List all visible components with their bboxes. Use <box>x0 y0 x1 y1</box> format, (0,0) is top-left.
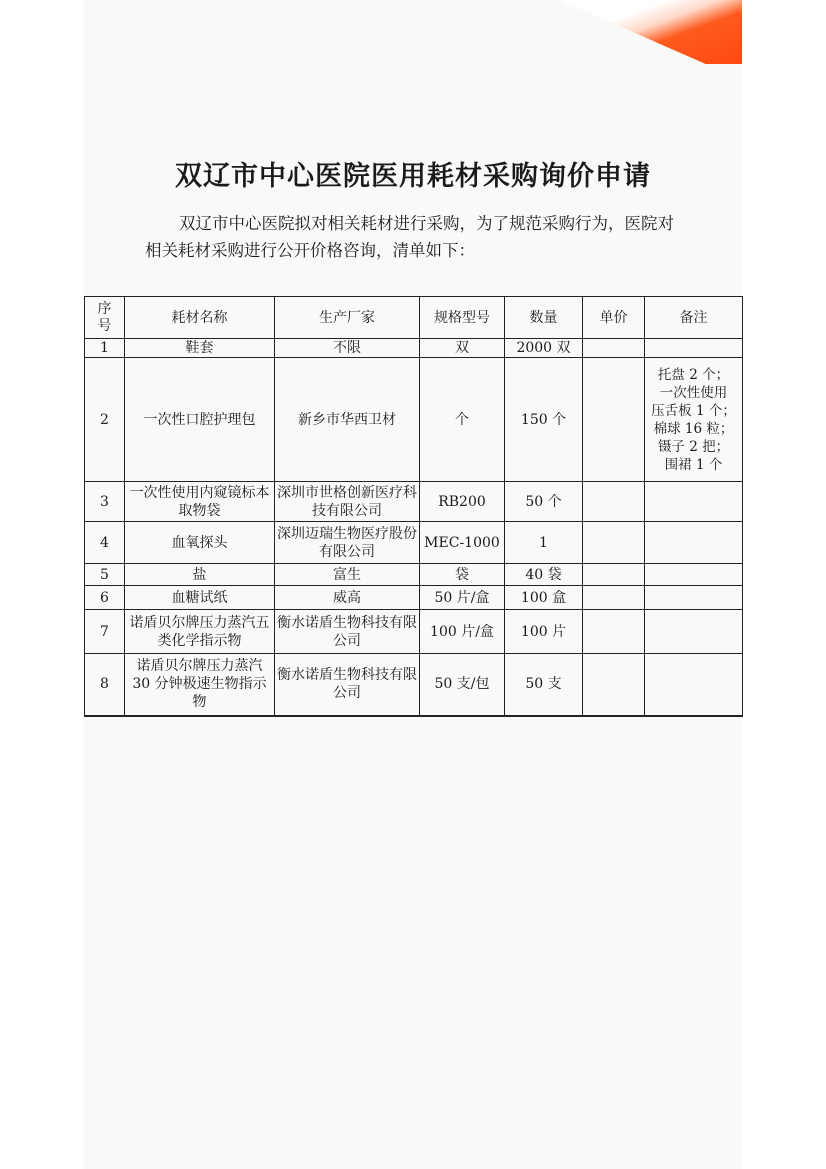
cell-no: 6 <box>85 586 125 610</box>
cell-spec: 50 片/盒 <box>420 586 505 610</box>
header-maker: 生产厂家 <box>275 297 420 339</box>
cell-name: 诺盾贝尔牌压力蒸汽 30 分钟极速生物指示物 <box>125 654 275 716</box>
cell-no: 2 <box>85 358 125 482</box>
cell-maker: 衡水诺盾生物科技有限公司 <box>275 654 420 716</box>
cell-maker: 新乡市华西卫材 <box>275 358 420 482</box>
note-line: 压舌板 1 个； <box>651 402 736 419</box>
cell-notes <box>645 610 743 654</box>
cell-name: 血氧探头 <box>125 522 275 564</box>
header-name: 耗材名称 <box>125 297 275 339</box>
cell-maker: 富生 <box>275 564 420 586</box>
cell-qty: 40 袋 <box>505 564 583 586</box>
cell-no: 8 <box>85 654 125 716</box>
cell-no: 1 <box>85 339 125 358</box>
cell-name: 盐 <box>125 564 275 586</box>
cell-price <box>583 610 645 654</box>
cell-price <box>583 482 645 522</box>
cell-notes <box>645 522 743 564</box>
cell-price <box>583 358 645 482</box>
cell-spec: 个 <box>420 358 505 482</box>
table-row <box>85 610 743 654</box>
cell-qty: 50 支 <box>505 654 583 716</box>
header-notes: 备注 <box>645 297 743 339</box>
table-row <box>85 586 743 610</box>
cell-no: 5 <box>85 564 125 586</box>
header-spec: 规格型号 <box>420 297 505 339</box>
header-qty: 数量 <box>505 297 583 339</box>
note-line: 托盘 2 个； <box>657 366 730 383</box>
header-no: 序号 <box>85 297 125 339</box>
cell-spec: 50 支/包 <box>420 654 505 716</box>
cell-spec: 双 <box>420 339 505 358</box>
cell-qty: 2000 双 <box>505 339 583 358</box>
cell-spec: 袋 <box>420 564 505 586</box>
cell-name: 鞋套 <box>125 339 275 358</box>
header-price: 单价 <box>583 297 645 339</box>
cell-maker: 深圳迈瑞生物医疗股份有限公司 <box>275 522 420 564</box>
cell-name: 一次性使用内窥镜标本取物袋 <box>125 482 275 522</box>
note-line: 棉球 16 粒； <box>653 420 734 437</box>
cell-maker: 深圳市世格创新医疗科技有限公司 <box>275 482 420 522</box>
table-row <box>85 358 743 482</box>
table-row <box>85 482 743 522</box>
table-row <box>85 564 743 586</box>
cell-spec: RB200 <box>420 482 505 522</box>
note-line: 一次性使用 <box>659 384 728 401</box>
cell-price <box>583 654 645 716</box>
table-row <box>85 522 743 564</box>
cell-price <box>583 522 645 564</box>
cell-spec: MEC-1000 <box>420 522 505 564</box>
cell-notes <box>645 586 743 610</box>
table-row <box>85 654 743 716</box>
cell-spec: 100 片/盒 <box>420 610 505 654</box>
table-header-row <box>85 297 743 339</box>
cell-maker: 威高 <box>275 586 420 610</box>
cell-qty: 100 片 <box>505 610 583 654</box>
cell-no: 3 <box>85 482 125 522</box>
cell-qty: 50 个 <box>505 482 583 522</box>
table-row <box>85 339 743 358</box>
cell-qty: 100 盒 <box>505 586 583 610</box>
cell-name: 血糖试纸 <box>125 586 275 610</box>
cell-notes <box>645 339 743 358</box>
cell-notes <box>645 482 743 522</box>
cell-name: 诺盾贝尔牌压力蒸汽五类化学指示物 <box>125 610 275 654</box>
note-line: 围裙 1 个 <box>664 456 723 473</box>
cell-price <box>583 586 645 610</box>
cell-notes <box>645 654 743 716</box>
cell-notes <box>645 564 743 586</box>
cell-price <box>583 564 645 586</box>
cell-maker: 衡水诺盾生物科技有限公司 <box>275 610 420 654</box>
cell-qty: 150 个 <box>505 358 583 482</box>
cell-no: 7 <box>85 610 125 654</box>
note-line: 镊子 2 把； <box>657 438 730 455</box>
cell-name: 一次性口腔护理包 <box>125 358 275 482</box>
cell-no: 4 <box>85 522 125 564</box>
cell-price <box>583 339 645 358</box>
cell-qty: 1 <box>505 522 583 564</box>
consumables-table <box>84 296 743 717</box>
cell-maker: 不限 <box>275 339 420 358</box>
intro-paragraph: 双辽市中心医院拟对相关耗材进行采购，为了规范采购行为，医院对相关耗材采购进行公开价格咨询，清单如下： <box>145 214 674 260</box>
document-title: 双辽市中心医院医用耗材采购询价申请 <box>175 161 651 192</box>
cell-notes <box>645 358 743 482</box>
